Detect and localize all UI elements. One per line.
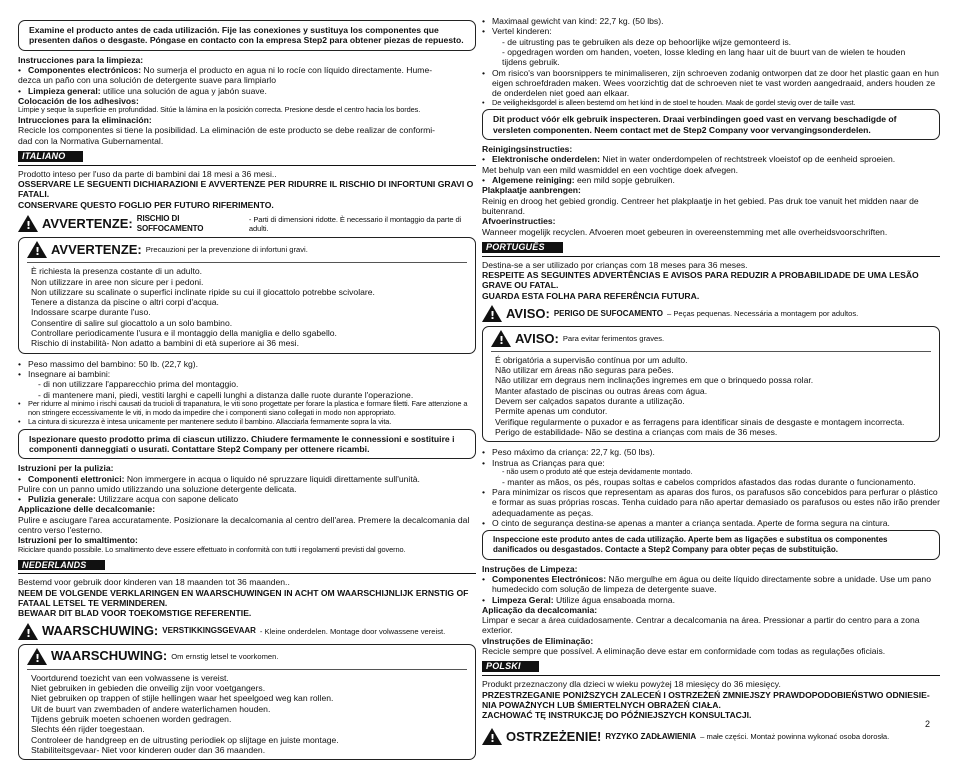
list-item: Rischio di instabilità- Non adatto a bambini di età superiore ai 36 mesi. <box>31 338 299 349</box>
es-elim-title: Intrucciones para la eliminación: <box>18 115 152 126</box>
it-intro: Prodotto inteso per l'uso da parte di bambini dai 18 mesi a 36 mesi.. <box>18 168 277 179</box>
page-number: 2 <box>924 719 930 730</box>
nl-b2b: - opgedragen worden om handen, voeten, losse kleding en lang haar uit de buurt van de wielen te houden <box>502 46 906 57</box>
pt-elim-title: vInstruções de Eliminação: <box>482 635 594 646</box>
nl-w2-header <box>27 648 467 665</box>
pl-warning-choking <box>482 728 940 745</box>
it-gen <box>18 494 476 504</box>
nl-b3: • Om risico's van boorsnippers te minimaliseren, zijn schroeven zodanig ontworpen dat ze door het plastic gaan en hun eigen schroefdraden maken. Wees voorzichtig dat de schroeven niet te vast worden aangedraaid, anders houden ze de onderdelen niet goed aan elkaar. <box>482 68 940 99</box>
it-elec <box>18 474 476 484</box>
nl-keep: BEWAAR DIT BLAD VOOR TOEKOMSTIGE REFERENTIE. <box>18 608 252 619</box>
list-item: Non utilizzare su scalinate o superfici inclinate ripide su cui il giocattolo potrebbe scivolare. <box>31 286 375 297</box>
list-item: Controllare periodicamente l'usura e il montaggio della maniglia e dello sgabello. <box>31 328 337 339</box>
pt-w2-text: Para evitar ferimentos graves. <box>562 333 665 343</box>
it-inspect-box: Ispezionare questo prodotto prima di ciascun utilizzo. Chiudere fermamente le connessioni e sostituire i componenti danneggiati o usurati. Contattare Step2 Company per ottenere ricambi. <box>18 429 476 460</box>
es-inspect-box: Examine el producto antes de cada utilización. Fije las conexiones y sustituya los componentes que presenten daños o desgaste. Póngase en contacto con la empresa Step2 para obtener piezas de repuesto. <box>18 20 476 51</box>
pt-keep: GUARDA ESTA FOLHA PARA REFERÊNCIA FUTURA. <box>482 290 700 301</box>
nl-b4: • De veiligheidsgordel is alleen bestemd om het kind in de stoel te houden. Maak de gordel stevig over de taille vast. <box>482 99 940 108</box>
nl-b2: • Vertel kinderen: <box>482 26 940 36</box>
list-item: Non utilizzare in aree non sicure per i pedoni. <box>31 276 204 287</box>
pl-observe: PRZESTRZEGANIE PONIŻSZYCH ZALECEŃ I OSTRZEŻEŃ ZMNIEJSZY PRAWDOPODOBIEŃSTWO ODNIESIE-NIA POWAŻNYCH LUB ŚMIERTELNYCH OBRAŻEŃ CIAŁA. <box>482 689 930 710</box>
warning-triangle-icon <box>491 330 511 347</box>
nl-lang-label: NEDERLANDS <box>18 560 105 571</box>
pt-adh-title: Aplicação da decalcomania: <box>482 604 598 615</box>
warning-triangle-icon <box>482 305 502 322</box>
pl-keep: ZACHOWAĆ TĘ INSTRUKCJĘ DO PÓŹNIEJSZYCH KONSULTACJI. <box>482 710 752 721</box>
it-elec-text2: Pulire con un panno umido utilizzando una soluzione detergente delicata. <box>18 483 297 494</box>
nl-w2-list <box>27 669 467 756</box>
it-gen-text: Utilizzare acqua con sapone delicato <box>95 494 239 505</box>
nl-intro: Bestemd voor gebruik door kinderen van 18 maanden tot 36 maanden.. <box>18 577 290 588</box>
list-item: Indossare scarpe durante l'uso. <box>31 307 151 318</box>
nl-adh-title: Plakplaatje aanbrengen: <box>482 185 581 196</box>
warning-triangle-icon <box>482 728 502 745</box>
nl-elim-text: Wanneer mogelijk recyclen. Afvoeren moet gebeuren in overeenstemming met alle overheidsvoorschriften. <box>482 226 888 237</box>
it-b3: • Per ridurre al minimo i rischi causati da trucioli di trapanatura, le viti sono progettate per forare la plastica e formare filetti. Fare attenzione a non stringere eccessivamente le viti, in modo da impedire che i componenti siano collegati in modo non appropriato. <box>18 400 476 418</box>
es-elec-text: No sumerja el producto en agua ni lo rocíe con líquido directamente. Hume- <box>141 64 433 75</box>
pt-lang-bar <box>482 237 940 257</box>
it-b1: • Peso massimo del bambino: 50 lb. (22,7 kg). <box>18 359 476 369</box>
list-item: Perigo de estabilidade- Não se destina a crianças com mais de 36 meses. <box>495 427 778 438</box>
it-adh-text: Pulire e asciugare l'area accuratamente. Posizionare la decalcomania al centro dell'area. Premere la decalcomania dal centro verso l'esterno. <box>18 514 470 536</box>
pl-intro: Produkt przeznaczony dla dzieci w wieku powyżej 18 miesięcy do 36 miesięcy. <box>482 679 781 690</box>
pt-elec <box>482 574 940 595</box>
list-item: Manter afastado de piscinas ou outras áreas com água. <box>495 385 708 396</box>
nl-elim-title: Afvoerinstructies: <box>482 216 556 227</box>
pt-w2-header <box>491 330 931 347</box>
nl-gen <box>482 175 940 185</box>
pt-warning-choking <box>482 305 940 322</box>
it-lang-bar <box>18 146 476 166</box>
pl-lang-label: POLSKI <box>482 661 539 672</box>
pt-adh-text: Limpar e secar a área cuidadosamente. Centrar a decalcomania na área. Pressionar a partir do centro para a zona exterior. <box>482 615 920 636</box>
it-w2-list <box>27 262 467 349</box>
nl-b1: • Maximaal gewicht van kind: 22,7 kg. (50 lbs). <box>482 16 940 26</box>
list-item: Devem ser calçados sapatos durante a utilização. <box>495 396 685 407</box>
nl-warning-choking <box>18 623 476 640</box>
pl-w1-text: – małe części. Montaż powinna wykonać osoba dorosła. <box>700 732 890 742</box>
es-elec <box>18 65 476 75</box>
warning-triangle-icon <box>27 648 47 665</box>
it-w1-sub: RISCHIO DI SOFFOCAMENTO <box>136 214 204 233</box>
pt-lang-label: PORTUGUÊS <box>482 242 563 253</box>
nl-elec-label: Elektronische onderdelen: <box>492 154 600 165</box>
pt-w2-list <box>491 351 931 438</box>
it-elim-title: Istruzioni per lo smaltimento: <box>18 535 138 546</box>
it-b2b: - di mantenere mani, piedi, vestiti larghi e capelli lunghi a distanza dalle ruote durante l'operazione. <box>38 389 414 400</box>
pl-lang-bar <box>482 656 940 676</box>
nl-b2a: - de uitrusting pas te gebruiken als deze op behoorlijke wijze gemonteerd is. <box>502 36 792 47</box>
pt-warning-box <box>482 326 940 443</box>
list-item: Slechts één rijder toegestaan. <box>31 724 145 735</box>
list-item: Voortdurend toezicht van een volwassene is vereist. <box>31 672 229 683</box>
nl-w1-title: WAARSCHUWING: <box>42 623 159 639</box>
it-w2-header <box>27 241 467 258</box>
pt-inspect-box: Inspeccione este produto antes de cada utilização. Aperte bem as ligações e substitua os componentes danificados ou desgastados. Contacte a Step2 Company para obter peças de substituição. <box>482 530 940 559</box>
it-gen-label: Pulizia generale: <box>28 494 96 505</box>
list-item: È richiesta la presenza costante di un adulto. <box>31 266 203 277</box>
list-item: Niet gebruiken in gebieden die onveilig zijn voor voetgangers. <box>31 682 266 693</box>
nl-w1-text: - Kleine onderdelen. Montage door volwassene vereist. <box>259 626 446 636</box>
nl-b2c: tijdens gebruik. <box>502 57 560 68</box>
nl-clean-title: Reinigingsinstructies: <box>482 144 573 154</box>
it-elec-text: Non immergere in acqua o liquido né spruzzare liquidi direttamente sull'unità. <box>124 473 420 484</box>
nl-warning-box <box>18 644 476 761</box>
pt-intro: Destina-se a ser utilizado por crianças com 18 meses para 36 meses. <box>482 259 748 270</box>
nl-adh-text: Reinig en droog het gebied grondig. Centreer het plakplaatje in het gebied. Pas druk toe vanuit het midden naar de buitenrand. <box>482 195 919 216</box>
es-elim-text: Recicle los componentes si tiene la posibilidad. La eliminación de este producto se debe realizar de conformi- <box>18 125 436 136</box>
it-w2-text: Precauzioni per la prevenzione di infortuni gravi. <box>145 245 308 255</box>
es-adh-text: Limpie y seque la superficie en profundidad. Sitúe la lámina en la posición correcta. Presione desde el centro hacia los bordes. <box>18 105 421 115</box>
nl-w2-title: WAARSCHUWING: <box>51 648 168 664</box>
it-w1-text: - Parti di dimensioni ridotte. È necessario il montaggio da parte di adulti. <box>248 214 462 233</box>
pt-b1: • Peso máximo da criança: 22,7 kg. (50 lbs). <box>482 447 940 457</box>
it-b2: • Insegnare ai bambini: <box>18 369 476 379</box>
list-item: Não utilizar em degraus nem inclinações ingremes em que o brinquedo possa rolar. <box>495 375 814 386</box>
nl-w2-text: Om ernstig letsel te voorkomen. <box>171 651 279 661</box>
list-item: Verifique regularmente o puxador e as ferragens para identificar sinais de desgaste e montagem incorrecta. <box>495 416 905 427</box>
warning-triangle-icon <box>18 623 38 640</box>
pt-clean-title: Instruções de Limpeza: <box>482 563 578 574</box>
nl-inspect-box: Dit product vóór elk gebruik inspecteren. Draai verbindingen goed vast en vervang beschadigde of versleten componenten. Neem contact met de Step2 Company voor vervangingsonderdelen. <box>482 109 940 140</box>
it-elec-label: Componenti elettronici: <box>28 473 125 484</box>
list-item: Uit de buurt van zwembaden of andere waterlichamen houden. <box>31 703 271 714</box>
it-warning-choking <box>18 214 476 233</box>
it-keep: CONSERVARE QUESTO FOGLIO PER FUTURO RIFERIMENTO. <box>18 199 274 210</box>
pt-elim-text: Recicle sempre que possível. A eliminação deve estar em conformidade com todas as regulações oficiais. <box>482 646 886 657</box>
left-column <box>18 18 476 765</box>
pl-w1-title: OSTRZEŻENIE! <box>506 729 602 745</box>
pt-gen-text: Utilize água ensaboada morna. <box>553 594 675 605</box>
it-adh-title: Applicazione delle decalcomanie: <box>18 504 156 515</box>
it-w1-title: AVVERTENZE: <box>42 215 133 231</box>
nl-elec <box>482 154 940 164</box>
pt-w1-title: AVISO: <box>506 305 550 321</box>
nl-elec-text: Niet in water onderdompelen of rechtstreek vloeistof op de eenheid sproeien. <box>599 154 896 165</box>
nl-elec-text2: Met behulp van een mild wasmiddel en een vochtige doek afvegen. <box>482 164 739 175</box>
list-item: Não utilizar em áreas não seguras para peões. <box>495 365 674 376</box>
nl-lang-bar <box>18 555 476 575</box>
pt-w2-title: AVISO: <box>515 330 559 346</box>
pt-gen-label: Limpeza Geral: <box>492 594 554 605</box>
pt-b4: • O cinto de segurança destina-se apenas a manter a criança sentada. Aperte de forma segura na cintura. <box>482 518 940 528</box>
it-b4: • La cintura di sicurezza è intesa unicamente per mantenere seduto il bambino. Allacciarla fermamente sopra la vita. <box>18 418 476 427</box>
it-observe: OSSERVARE LE SEGUENTI DICHIARAZIONI E AVVERTENZE PER RIDURRE IL RISCHIO DI INFORTUNI GRAVI O FATALI. <box>18 179 474 200</box>
list-item: É obrigatória a supervisão contínua por um adulto. <box>495 354 688 365</box>
list-item: Stabiliteitsgevaar- Niet voor kinderen ouder dan 36 maanden. <box>31 744 266 755</box>
es-gen <box>18 86 476 96</box>
it-clean-title: Istruzioni per la pulizia: <box>18 463 114 474</box>
pt-b2a: - não usem o produto até que esteja devidamente montado. <box>502 466 693 476</box>
pt-gen <box>482 595 940 605</box>
list-item: Consentire di salire sul giocattolo a un solo bambino. <box>31 317 233 328</box>
list-item: Tijdens gebruik moeten schoenen worden gedragen. <box>31 713 232 724</box>
it-b2a: - di non utilizzare l'apparecchio prima del montaggio. <box>38 379 239 390</box>
nl-observe: NEEM DE VOLGENDE VERKLARINGEN EN WAARSCHUWINGEN IN ACHT OM WAARSCHIJNLIJK ERNSTIG OF FATAAL LETSEL TE VERMINDEREN. <box>18 587 469 609</box>
pt-w1-sub: PERIGO DE SUFOCAMENTO <box>553 308 664 318</box>
es-elim-text2: dad con la Normativa Gubernamental. <box>18 135 164 146</box>
pt-b2b: - manter as mãos, os pés, roupas soltas e cabelos compridos afastados das rodas durante o funcionamento. <box>502 476 916 487</box>
right-column <box>482 16 940 748</box>
pt-elec-label: Componentes Electrónicos: <box>492 573 607 584</box>
list-item: Permite apenas um condutor. <box>495 406 608 417</box>
es-gen-label: Limpieza general: <box>28 85 101 96</box>
es-clean-title: Instrucciones para la limpieza: <box>18 54 144 65</box>
it-elim-text: Riciclare quando possibile. Lo smaltimento deve essere effettuato in conformità con tutti i regolamenti previsti dal governo. <box>18 544 406 554</box>
list-item: Controleer de handgreep en de uitrusting periodiek op slijtage en juiste montage. <box>31 734 339 745</box>
it-lang-label: ITALIANO <box>18 151 83 162</box>
pt-b2: • Instrua as Crianças para que: <box>482 458 940 468</box>
warning-triangle-icon <box>18 215 38 232</box>
pt-elec-text: Não mergulhe em água ou deite líquido directamente sobre a unidade. Use um pano humedecido com solução de limpeza de detergente suave. <box>492 573 931 595</box>
warning-triangle-icon <box>27 241 47 258</box>
nl-gen-label: Algemene reiniging: <box>492 174 575 185</box>
nl-gen-text: een mild sopje gebruiken. <box>574 174 675 185</box>
it-warning-box <box>18 237 476 354</box>
es-elec-text2: dezca un paño con una solución de detergente suave para limpiarlo <box>18 75 276 86</box>
es-adh-title: Colocación de los adhesivos: <box>18 95 139 106</box>
it-w2-title: AVVERTENZE: <box>51 241 142 257</box>
pt-observe: RESPEITE AS SEGUINTES ADVERTÊNCIAS E AVISOS PARA REDUZIR A PROBABILIDADE DE UMA LESÃO GRAVE OU FATAL. <box>482 269 919 291</box>
nl-w1-sub: VERSTIKKINGSGEVAAR <box>162 626 256 636</box>
pl-w1-sub: RYZYKO ZADŁAWIENIA <box>605 732 697 742</box>
es-gen-text: utilice una solución de agua y jabón suave. <box>100 85 267 96</box>
pt-b3: • Para minimizar os riscos que representam as aparas dos furos, os parafusos são concebidos para perfurar o plástico e formar as suas próprias roscas. Tenha cuidado para não apertar demasiado os parafusos ou estes não irão prender adequadamente as peças. <box>482 487 940 518</box>
es-elec-label: Componentes electrónicos: <box>28 64 142 75</box>
list-item: Tenere a distanza da piscine o altri corpi d'acqua. <box>31 297 219 308</box>
pt-w1-text: – Peças pequenas. Necessária a montagem por adultos. <box>667 308 859 318</box>
list-item: Niet gebruiken op trappen of stijle hellingen waar het speelgoed weg kan rollen. <box>31 693 334 704</box>
